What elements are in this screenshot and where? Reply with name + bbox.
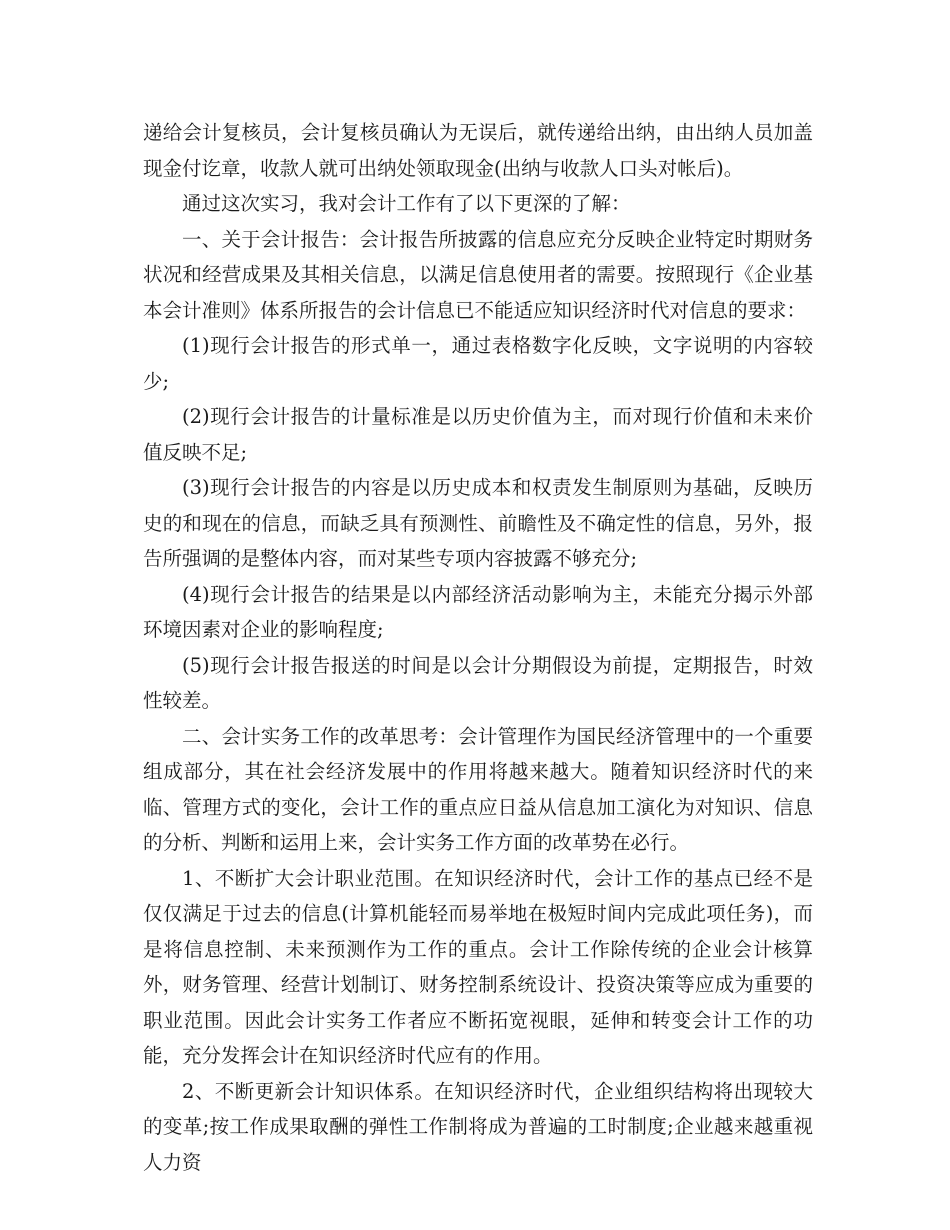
list-item-5: (5)现行会计报告报送的时间是以会计分期假设为前提，定期报告，时效性较差。 — [143, 653, 813, 712]
list-item-4: (4)现行会计报告的结果是以内部经济活动影响为主，未能充分揭示外部环境因素对企业的影响程度; — [143, 582, 813, 641]
list-item-2: (2)现行会计报告的计量标准是以历史价值为主，而对现行价值和未来价值反映不足; — [143, 405, 813, 464]
paragraph-continuation: 递给会计复核员，会计复核员确认为无误后，就传递给出纳，由出纳人员加盖现金付讫章，收款人就可出纳处领取现金(出纳与收款人口头对帐后)。 — [143, 121, 813, 180]
paragraph-intro: 通过这次实习，我对会计工作有了以下更深的了解： — [182, 192, 631, 215]
paragraph-point-1: 1、不断扩大会计职业范围。在知识经济时代，会计工作的基点已经不是仅仅满足于过去的信息(计算机能轻而易举地在极短时间内完成此项任务)，而是将信息控制、未来预测作为工作的重点。会计工作除传统的企业会计核算外，财务管理、经营计划制订、财务控制系统设计、投资决策等应成为重要的职业范围。因此会计实务工作者应不断拓宽视眼，延伸和转变会计工作的功能，充分发挥会计在知识经济时代应有的作用。 — [143, 866, 813, 1067]
list-item-3: (3)现行会计报告的内容是以历史成本和权责发生制原则为基础，反映历史的和现在的信息，而缺乏具有预测性、前瞻性及不确定性的信息，另外，报告所强调的是整体内容，而对某些专项内容披露不够充分; — [143, 476, 813, 570]
paragraph-section-one: 一、关于会计报告：会计报告所披露的信息应充分反映企业特定时期财务状况和经营成果及其相关信息，以满足信息使用者的需要。按照现行《企业基本会计准则》体系所报告的会计信息已不能适应知识经济时代对信息的要求： — [143, 227, 813, 322]
document-page — [143, 115, 813, 1180]
paragraph-section-two: 二、会计实务工作的改革思考：会计管理作为国民经济管理中的一个重要组成部分，其在社会经济发展中的作用将越来越大。随着知识经济时代的来临、管理方式的变化，会计工作的重点应日益从信息加工演化为对知识、信息的分析、判断和运用上来，会计实务工作方面的改革势在必行。 — [143, 724, 813, 854]
paragraph-point-2: 2、不断更新会计知识体系。在知识经济时代，企业组织结构将出现较大的变革;按工作成果取酬的弹性工作制将成为普遍的工时制度;企业越来越重视人力资 — [143, 1079, 813, 1174]
list-item-1: (1)现行会计报告的形式单一，通过表格数字化反映，文字说明的内容较少; — [143, 334, 813, 393]
